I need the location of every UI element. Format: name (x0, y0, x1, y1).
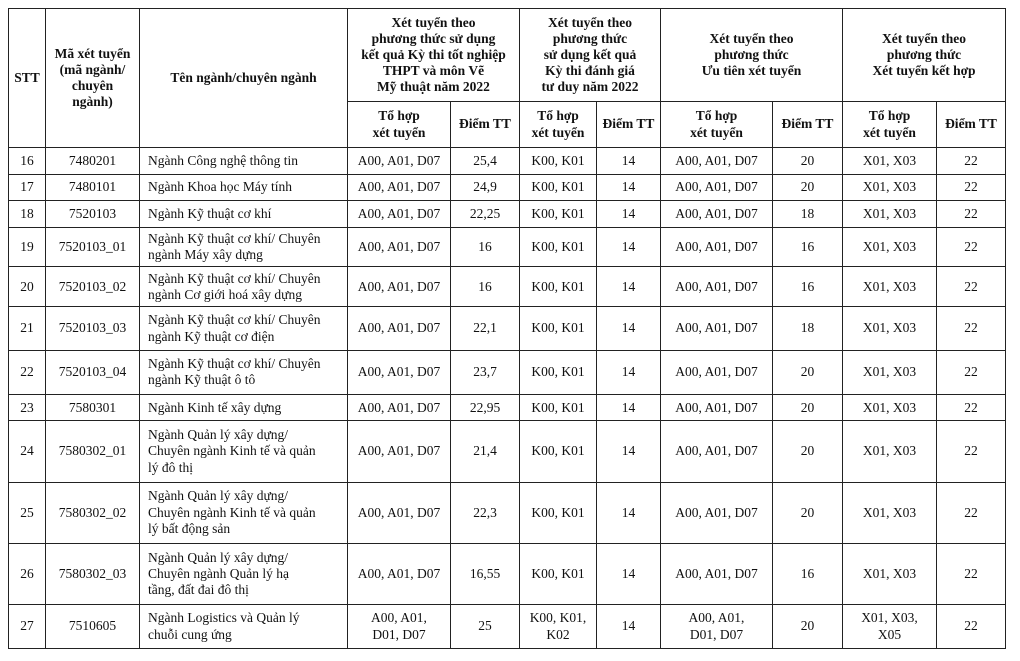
cell-score-thpt: 23,7 (451, 350, 520, 394)
cell-combo-thinking-test: K00, K01 (520, 201, 597, 228)
cell-code: 7580302_02 (46, 482, 140, 543)
cell-score-priority: 20 (773, 421, 843, 482)
cell-code: 7520103_03 (46, 307, 140, 351)
header-score: Điểm TT (773, 102, 843, 148)
cell-combo-thpt: A00, A01, D07 (348, 350, 451, 394)
cell-combo-thinking-test: K00, K01 (520, 148, 597, 175)
cell-code: 7520103_02 (46, 267, 140, 307)
cell-combo-combined: X01, X03 (843, 227, 937, 267)
cell-major-name: Ngành Kinh tế xây dựng (140, 394, 348, 421)
cell-major-name: Ngành Logistics và Quản lý chuỗi cung ứng (140, 605, 348, 649)
cell-score-combined: 22 (937, 174, 1006, 201)
cell-score-thinking-test: 14 (597, 174, 661, 201)
admission-scores-table (8, 8, 1006, 649)
cell-score-thpt: 22,1 (451, 307, 520, 351)
cell-score-thinking-test: 14 (597, 307, 661, 351)
cell-score-combined: 22 (937, 148, 1006, 175)
cell-score-priority: 20 (773, 482, 843, 543)
cell-combo-thinking-test: K00, K01 (520, 543, 597, 604)
cell-score-priority: 16 (773, 267, 843, 307)
cell-stt: 27 (9, 605, 46, 649)
cell-combo-priority: A00, A01, D07 (661, 201, 773, 228)
cell-combo-thpt: A00, A01, D07 (348, 267, 451, 307)
header-score: Điểm TT (451, 102, 520, 148)
cell-score-thpt: 25 (451, 605, 520, 649)
cell-score-priority: 18 (773, 307, 843, 351)
cell-score-thpt: 22,25 (451, 201, 520, 228)
cell-combo-priority: A00, A01, D07 (661, 482, 773, 543)
cell-combo-combined: X01, X03 (843, 543, 937, 604)
cell-combo-thpt: A00, A01, D07 (348, 148, 451, 175)
table-row (9, 227, 1006, 267)
cell-stt: 22 (9, 350, 46, 394)
cell-combo-thpt: A00, A01, D07 (348, 307, 451, 351)
cell-score-thinking-test: 14 (597, 350, 661, 394)
header-combo: Tổ hợp xét tuyển (661, 102, 773, 148)
cell-stt: 20 (9, 267, 46, 307)
cell-code: 7520103_04 (46, 350, 140, 394)
table-row (9, 350, 1006, 394)
cell-code: 7580301 (46, 394, 140, 421)
cell-combo-thpt: A00, A01, D07 (348, 482, 451, 543)
cell-major-name: Ngành Khoa học Máy tính (140, 174, 348, 201)
cell-combo-priority: A00, A01, D07 (661, 421, 773, 482)
cell-score-combined: 22 (937, 350, 1006, 394)
table-row (9, 148, 1006, 175)
cell-combo-thinking-test: K00, K01 (520, 482, 597, 543)
cell-combo-thpt: A00, A01, D01, D07 (348, 605, 451, 649)
cell-major-name: Ngành Kỹ thuật cơ khí/ Chuyên ngành Máy xây dựng (140, 227, 348, 267)
cell-combo-combined: X01, X03 (843, 201, 937, 228)
cell-major-name: Ngành Quản lý xây dựng/ Chuyên ngành Quản lý hạ tầng, đất đai đô thị (140, 543, 348, 604)
cell-score-priority: 18 (773, 201, 843, 228)
cell-stt: 16 (9, 148, 46, 175)
cell-combo-thinking-test: K00, K01, K02 (520, 605, 597, 649)
cell-score-thpt: 16 (451, 267, 520, 307)
table-body (9, 148, 1006, 649)
cell-combo-thpt: A00, A01, D07 (348, 174, 451, 201)
cell-score-combined: 22 (937, 482, 1006, 543)
cell-code: 7510605 (46, 605, 140, 649)
cell-score-thpt: 22,95 (451, 394, 520, 421)
cell-combo-combined: X01, X03 (843, 394, 937, 421)
cell-combo-priority: A00, A01, D07 (661, 350, 773, 394)
cell-score-priority: 20 (773, 394, 843, 421)
cell-score-combined: 22 (937, 267, 1006, 307)
table-row (9, 201, 1006, 228)
cell-combo-combined: X01, X03 (843, 307, 937, 351)
cell-score-combined: 22 (937, 307, 1006, 351)
header-method-thpt: Xét tuyển theo phương thức sử dụng kết quả Kỳ thi tốt nghiệp THPT và môn Vẽ Mỹ thuật năm 2022 (348, 9, 520, 102)
header-stt: STT (9, 9, 46, 148)
cell-combo-thinking-test: K00, K01 (520, 421, 597, 482)
cell-combo-priority: A00, A01, D01, D07 (661, 605, 773, 649)
cell-stt: 25 (9, 482, 46, 543)
header-combo: Tổ hợp xét tuyển (348, 102, 451, 148)
cell-score-thinking-test: 14 (597, 148, 661, 175)
cell-major-name: Ngành Quản lý xây dựng/ Chuyên ngành Kinh tế và quản lý đô thị (140, 421, 348, 482)
cell-code: 7480101 (46, 174, 140, 201)
cell-score-priority: 16 (773, 227, 843, 267)
cell-major-name: Ngành Quản lý xây dựng/ Chuyên ngành Kinh tế và quản lý bất động sản (140, 482, 348, 543)
cell-score-thinking-test: 14 (597, 543, 661, 604)
cell-combo-thpt: A00, A01, D07 (348, 543, 451, 604)
cell-score-thinking-test: 14 (597, 394, 661, 421)
cell-score-thpt: 16 (451, 227, 520, 267)
cell-score-priority: 20 (773, 605, 843, 649)
cell-combo-thinking-test: K00, K01 (520, 307, 597, 351)
cell-score-thinking-test: 14 (597, 201, 661, 228)
cell-major-name: Ngành Công nghệ thông tin (140, 148, 348, 175)
cell-major-name: Ngành Kỹ thuật cơ khí/ Chuyên ngành Kỹ thuật cơ điện (140, 307, 348, 351)
cell-combo-thinking-test: K00, K01 (520, 350, 597, 394)
cell-code: 7480201 (46, 148, 140, 175)
cell-combo-priority: A00, A01, D07 (661, 394, 773, 421)
cell-stt: 24 (9, 421, 46, 482)
cell-combo-thinking-test: K00, K01 (520, 394, 597, 421)
header-score: Điểm TT (597, 102, 661, 148)
cell-score-thpt: 16,55 (451, 543, 520, 604)
header-code: Mã xét tuyển (mã ngành/ chuyên ngành) (46, 9, 140, 148)
cell-combo-thinking-test: K00, K01 (520, 227, 597, 267)
cell-score-priority: 16 (773, 543, 843, 604)
cell-score-combined: 22 (937, 421, 1006, 482)
cell-score-combined: 22 (937, 543, 1006, 604)
table-row (9, 605, 1006, 649)
cell-combo-thpt: A00, A01, D07 (348, 227, 451, 267)
table-row (9, 307, 1006, 351)
cell-score-priority: 20 (773, 174, 843, 201)
table-row (9, 174, 1006, 201)
cell-combo-priority: A00, A01, D07 (661, 307, 773, 351)
cell-score-combined: 22 (937, 201, 1006, 228)
cell-combo-combined: X01, X03 (843, 148, 937, 175)
cell-major-name: Ngành Kỹ thuật cơ khí (140, 201, 348, 228)
header-method-thinking-test: Xét tuyển theo phương thức sử dụng kết quả Kỳ thi đánh giá tư duy năm 2022 (520, 9, 661, 102)
cell-major-name: Ngành Kỹ thuật cơ khí/ Chuyên ngành Kỹ thuật ô tô (140, 350, 348, 394)
cell-code: 7520103_01 (46, 227, 140, 267)
cell-score-thpt: 22,3 (451, 482, 520, 543)
cell-combo-thpt: A00, A01, D07 (348, 201, 451, 228)
cell-major-name: Ngành Kỹ thuật cơ khí/ Chuyên ngành Cơ giới hoá xây dựng (140, 267, 348, 307)
cell-combo-thinking-test: K00, K01 (520, 174, 597, 201)
cell-combo-priority: A00, A01, D07 (661, 148, 773, 175)
cell-stt: 17 (9, 174, 46, 201)
cell-score-thinking-test: 14 (597, 227, 661, 267)
table-row (9, 543, 1006, 604)
header-combo: Tổ hợp xét tuyển (843, 102, 937, 148)
cell-score-priority: 20 (773, 148, 843, 175)
cell-score-thinking-test: 14 (597, 421, 661, 482)
cell-score-thpt: 25,4 (451, 148, 520, 175)
cell-combo-priority: A00, A01, D07 (661, 267, 773, 307)
cell-combo-thinking-test: K00, K01 (520, 267, 597, 307)
cell-code: 7580302_01 (46, 421, 140, 482)
cell-score-combined: 22 (937, 227, 1006, 267)
cell-stt: 19 (9, 227, 46, 267)
cell-score-thpt: 24,9 (451, 174, 520, 201)
header-major: Tên ngành/chuyên ngành (140, 9, 348, 148)
cell-score-priority: 20 (773, 350, 843, 394)
cell-code: 7580302_03 (46, 543, 140, 604)
table-row (9, 394, 1006, 421)
cell-score-thinking-test: 14 (597, 267, 661, 307)
header-combo: Tổ hợp xét tuyển (520, 102, 597, 148)
cell-combo-combined: X01, X03 (843, 174, 937, 201)
cell-score-thinking-test: 14 (597, 482, 661, 543)
header-method-combined: Xét tuyển theo phương thức Xét tuyển kết hợp (843, 9, 1006, 102)
cell-score-thpt: 21,4 (451, 421, 520, 482)
cell-code: 7520103 (46, 201, 140, 228)
cell-combo-priority: A00, A01, D07 (661, 174, 773, 201)
header-method-priority: Xét tuyển theo phương thức Ưu tiên xét tuyển (661, 9, 843, 102)
table-row (9, 421, 1006, 482)
cell-stt: 18 (9, 201, 46, 228)
cell-combo-combined: X01, X03 (843, 267, 937, 307)
cell-combo-priority: A00, A01, D07 (661, 543, 773, 604)
table-row (9, 267, 1006, 307)
cell-combo-combined: X01, X03 (843, 482, 937, 543)
table-row (9, 482, 1006, 543)
cell-combo-combined: X01, X03 (843, 421, 937, 482)
cell-stt: 23 (9, 394, 46, 421)
cell-stt: 26 (9, 543, 46, 604)
cell-combo-thpt: A00, A01, D07 (348, 421, 451, 482)
cell-combo-thpt: A00, A01, D07 (348, 394, 451, 421)
cell-combo-combined: X01, X03, X05 (843, 605, 937, 649)
cell-score-combined: 22 (937, 394, 1006, 421)
header-score: Điểm TT (937, 102, 1006, 148)
cell-combo-priority: A00, A01, D07 (661, 227, 773, 267)
cell-score-combined: 22 (937, 605, 1006, 649)
cell-score-thinking-test: 14 (597, 605, 661, 649)
cell-stt: 21 (9, 307, 46, 351)
table-header (9, 9, 1006, 148)
cell-combo-combined: X01, X03 (843, 350, 937, 394)
